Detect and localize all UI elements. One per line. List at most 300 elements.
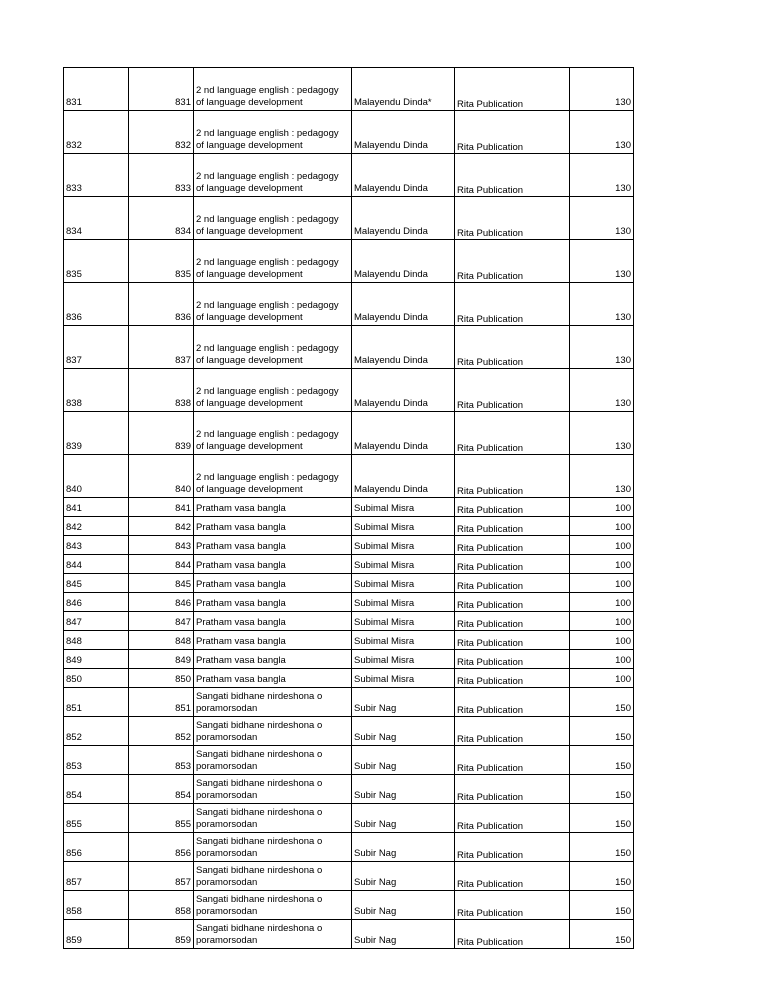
accession-number-cell bbox=[129, 536, 194, 555]
price-cell bbox=[570, 650, 634, 669]
price-text: 130 bbox=[615, 183, 631, 194]
price-text: 130 bbox=[615, 226, 631, 237]
accession-number-cell bbox=[129, 517, 194, 536]
price-text: 130 bbox=[615, 140, 631, 151]
accession-number-cell bbox=[129, 283, 194, 326]
publisher-text: Rita Publication bbox=[457, 543, 524, 554]
accession-number-cell bbox=[129, 455, 194, 498]
price-text: 130 bbox=[615, 398, 631, 409]
publisher-cell bbox=[455, 154, 570, 197]
accession-number-text: 835 bbox=[175, 269, 191, 280]
author-text: Malayendu Dinda bbox=[354, 441, 428, 452]
book-title-cell bbox=[194, 804, 352, 833]
serial-number-cell bbox=[64, 891, 129, 920]
table-row bbox=[64, 833, 634, 862]
book-title-text: Sangati bidhane nirdeshona o poramorsodan bbox=[196, 923, 323, 946]
serial-number-text: 835 bbox=[66, 269, 82, 280]
serial-number-text: 852 bbox=[66, 732, 82, 743]
author-text: Subimal Misra bbox=[354, 598, 415, 609]
book-title-text: Pratham vasa bangla bbox=[196, 522, 286, 533]
author-text: Malayendu Dinda bbox=[354, 484, 428, 495]
price-cell bbox=[570, 804, 634, 833]
table-row bbox=[64, 68, 634, 111]
table-row bbox=[64, 688, 634, 717]
serial-number-cell bbox=[64, 455, 129, 498]
book-title-cell bbox=[194, 283, 352, 326]
accession-number-text: 836 bbox=[175, 312, 191, 323]
book-title-text: 2 nd language english : pedagogy of language development bbox=[196, 128, 339, 151]
book-title-text: Pratham vasa bangla bbox=[196, 541, 286, 552]
accession-number-cell bbox=[129, 612, 194, 631]
publisher-text: Rita Publication bbox=[457, 638, 524, 649]
serial-number-cell bbox=[64, 593, 129, 612]
price-text: 100 bbox=[615, 503, 631, 514]
book-title-text: Pratham vasa bangla bbox=[196, 598, 286, 609]
accession-number-text: 855 bbox=[175, 819, 191, 830]
price-cell bbox=[570, 612, 634, 631]
publisher-text: Rita Publication bbox=[457, 357, 524, 368]
price-cell bbox=[570, 369, 634, 412]
table-row bbox=[64, 574, 634, 593]
book-title-cell bbox=[194, 517, 352, 536]
accession-number-cell bbox=[129, 688, 194, 717]
accession-number-text: 850 bbox=[175, 674, 191, 685]
book-title-text: Sangati bidhane nirdeshona o poramorsodan bbox=[196, 836, 323, 859]
author-cell bbox=[352, 746, 455, 775]
price-cell bbox=[570, 68, 634, 111]
table-row bbox=[64, 612, 634, 631]
book-title-text: 2 nd language english : pedagogy of language development bbox=[196, 429, 339, 452]
author-cell bbox=[352, 612, 455, 631]
accession-number-cell bbox=[129, 555, 194, 574]
serial-number-text: 839 bbox=[66, 441, 82, 452]
price-cell bbox=[570, 688, 634, 717]
table-row bbox=[64, 631, 634, 650]
serial-number-cell bbox=[64, 326, 129, 369]
price-text: 100 bbox=[615, 541, 631, 552]
price-text: 150 bbox=[615, 761, 631, 772]
book-title-cell bbox=[194, 536, 352, 555]
publisher-cell bbox=[455, 920, 570, 949]
author-text: Subimal Misra bbox=[354, 655, 415, 666]
accession-number-cell bbox=[129, 920, 194, 949]
accession-number-text: 832 bbox=[175, 140, 191, 151]
price-text: 100 bbox=[615, 617, 631, 628]
accession-number-text: 842 bbox=[175, 522, 191, 533]
author-text: Subir Nag bbox=[354, 703, 397, 714]
publisher-cell bbox=[455, 455, 570, 498]
book-title-text: Sangati bidhane nirdeshona o poramorsodan bbox=[196, 691, 323, 714]
price-cell bbox=[570, 833, 634, 862]
accession-number-cell bbox=[129, 498, 194, 517]
serial-number-text: 854 bbox=[66, 790, 82, 801]
author-text: Subir Nag bbox=[354, 935, 397, 946]
publisher-text: Rita Publication bbox=[457, 443, 524, 454]
accession-number-text: 848 bbox=[175, 636, 191, 647]
author-cell bbox=[352, 631, 455, 650]
price-text: 100 bbox=[615, 674, 631, 685]
accession-number-text: 841 bbox=[175, 503, 191, 514]
book-title-cell bbox=[194, 111, 352, 154]
price-text: 150 bbox=[615, 906, 631, 917]
book-title-text: Pratham vasa bangla bbox=[196, 655, 286, 666]
serial-number-cell bbox=[64, 862, 129, 891]
publisher-cell bbox=[455, 240, 570, 283]
publisher-text: Rita Publication bbox=[457, 705, 524, 716]
price-text: 100 bbox=[615, 579, 631, 590]
author-text: Subir Nag bbox=[354, 848, 397, 859]
price-cell bbox=[570, 240, 634, 283]
serial-number-text: 842 bbox=[66, 522, 82, 533]
price-text: 150 bbox=[615, 877, 631, 888]
serial-number-text: 838 bbox=[66, 398, 82, 409]
price-text: 150 bbox=[615, 703, 631, 714]
publisher-text: Rita Publication bbox=[457, 581, 524, 592]
serial-number-text: 840 bbox=[66, 484, 82, 495]
price-cell bbox=[570, 775, 634, 804]
publisher-cell bbox=[455, 593, 570, 612]
book-title-cell bbox=[194, 833, 352, 862]
serial-number-text: 853 bbox=[66, 761, 82, 772]
accession-number-text: 852 bbox=[175, 732, 191, 743]
author-cell bbox=[352, 326, 455, 369]
serial-number-cell bbox=[64, 154, 129, 197]
price-cell bbox=[570, 746, 634, 775]
author-text: Subir Nag bbox=[354, 732, 397, 743]
table-row bbox=[64, 154, 634, 197]
book-title-cell bbox=[194, 688, 352, 717]
accession-number-text: 834 bbox=[175, 226, 191, 237]
publisher-cell bbox=[455, 891, 570, 920]
accession-number-text: 858 bbox=[175, 906, 191, 917]
serial-number-text: 856 bbox=[66, 848, 82, 859]
accession-number-text: 851 bbox=[175, 703, 191, 714]
publisher-text: Rita Publication bbox=[457, 850, 524, 861]
accession-number-cell bbox=[129, 197, 194, 240]
table-row bbox=[64, 536, 634, 555]
accession-number-cell bbox=[129, 669, 194, 688]
publisher-text: Rita Publication bbox=[457, 524, 524, 535]
publisher-text: Rita Publication bbox=[457, 314, 524, 325]
accession-number-text: 843 bbox=[175, 541, 191, 552]
price-cell bbox=[570, 593, 634, 612]
price-text: 100 bbox=[615, 522, 631, 533]
price-text: 130 bbox=[615, 441, 631, 452]
serial-number-text: 849 bbox=[66, 655, 82, 666]
author-cell bbox=[352, 412, 455, 455]
publisher-cell bbox=[455, 631, 570, 650]
serial-number-cell bbox=[64, 717, 129, 746]
book-title-text: Sangati bidhane nirdeshona o poramorsodan bbox=[196, 807, 323, 830]
table-row bbox=[64, 111, 634, 154]
price-cell bbox=[570, 862, 634, 891]
book-title-cell bbox=[194, 612, 352, 631]
serial-number-text: 843 bbox=[66, 541, 82, 552]
author-text: Subimal Misra bbox=[354, 541, 415, 552]
publisher-cell bbox=[455, 283, 570, 326]
publisher-cell bbox=[455, 369, 570, 412]
author-text: Subir Nag bbox=[354, 790, 397, 801]
author-cell bbox=[352, 111, 455, 154]
book-title-cell bbox=[194, 574, 352, 593]
price-text: 130 bbox=[615, 97, 631, 108]
table-row bbox=[64, 650, 634, 669]
serial-number-cell bbox=[64, 412, 129, 455]
publisher-text: Rita Publication bbox=[457, 400, 524, 411]
author-cell bbox=[352, 920, 455, 949]
accession-number-cell bbox=[129, 68, 194, 111]
accession-number-cell bbox=[129, 631, 194, 650]
author-cell bbox=[352, 555, 455, 574]
serial-number-cell bbox=[64, 775, 129, 804]
book-title-cell bbox=[194, 746, 352, 775]
author-cell bbox=[352, 804, 455, 833]
author-text: Subir Nag bbox=[354, 906, 397, 917]
book-title-text: 2 nd language english : pedagogy of language development bbox=[196, 472, 339, 495]
price-text: 130 bbox=[615, 312, 631, 323]
price-text: 150 bbox=[615, 790, 631, 801]
serial-number-cell bbox=[64, 746, 129, 775]
author-cell bbox=[352, 369, 455, 412]
book-title-cell bbox=[194, 669, 352, 688]
price-text: 150 bbox=[615, 935, 631, 946]
accession-number-cell bbox=[129, 593, 194, 612]
accession-number-text: 839 bbox=[175, 441, 191, 452]
accession-number-text: 840 bbox=[175, 484, 191, 495]
price-cell bbox=[570, 197, 634, 240]
serial-number-text: 845 bbox=[66, 579, 82, 590]
publisher-text: Rita Publication bbox=[457, 185, 524, 196]
serial-number-cell bbox=[64, 498, 129, 517]
book-title-text: 2 nd language english : pedagogy of language development bbox=[196, 257, 339, 280]
accession-number-text: 844 bbox=[175, 560, 191, 571]
author-cell bbox=[352, 536, 455, 555]
publisher-text: Rita Publication bbox=[457, 142, 524, 153]
publisher-text: Rita Publication bbox=[457, 228, 524, 239]
accession-number-text: 833 bbox=[175, 183, 191, 194]
price-cell bbox=[570, 498, 634, 517]
author-cell bbox=[352, 775, 455, 804]
author-cell bbox=[352, 574, 455, 593]
publisher-cell bbox=[455, 412, 570, 455]
serial-number-text: 841 bbox=[66, 503, 82, 514]
publisher-text: Rita Publication bbox=[457, 657, 524, 668]
publisher-cell bbox=[455, 68, 570, 111]
table-row bbox=[64, 197, 634, 240]
book-title-cell bbox=[194, 412, 352, 455]
serial-number-text: 848 bbox=[66, 636, 82, 647]
accession-number-text: 831 bbox=[175, 97, 191, 108]
table-row bbox=[64, 669, 634, 688]
publisher-text: Rita Publication bbox=[457, 562, 524, 573]
author-cell bbox=[352, 240, 455, 283]
publisher-text: Rita Publication bbox=[457, 676, 524, 687]
price-text: 150 bbox=[615, 819, 631, 830]
accession-number-text: 849 bbox=[175, 655, 191, 666]
serial-number-text: 858 bbox=[66, 906, 82, 917]
price-text: 100 bbox=[615, 598, 631, 609]
book-title-text: Sangati bidhane nirdeshona o poramorsodan bbox=[196, 894, 323, 917]
table-row bbox=[64, 746, 634, 775]
serial-number-text: 831 bbox=[66, 97, 82, 108]
publisher-cell bbox=[455, 650, 570, 669]
table-row bbox=[64, 775, 634, 804]
serial-number-cell bbox=[64, 574, 129, 593]
publisher-text: Rita Publication bbox=[457, 908, 524, 919]
serial-number-cell bbox=[64, 631, 129, 650]
publisher-cell bbox=[455, 197, 570, 240]
publisher-cell bbox=[455, 862, 570, 891]
book-title-cell bbox=[194, 498, 352, 517]
book-title-text: Pratham vasa bangla bbox=[196, 560, 286, 571]
table-row bbox=[64, 517, 634, 536]
serial-number-cell bbox=[64, 197, 129, 240]
serial-number-text: 851 bbox=[66, 703, 82, 714]
table-row bbox=[64, 593, 634, 612]
publisher-cell bbox=[455, 498, 570, 517]
author-cell bbox=[352, 498, 455, 517]
publisher-text: Rita Publication bbox=[457, 486, 524, 497]
accession-number-cell bbox=[129, 574, 194, 593]
book-title-cell bbox=[194, 862, 352, 891]
accession-number-text: 837 bbox=[175, 355, 191, 366]
book-title-text: Pratham vasa bangla bbox=[196, 636, 286, 647]
price-text: 130 bbox=[615, 269, 631, 280]
publisher-cell bbox=[455, 536, 570, 555]
book-register-sheet bbox=[63, 67, 633, 949]
book-register-rows bbox=[64, 68, 634, 949]
price-text: 150 bbox=[615, 732, 631, 743]
author-text: Malayendu Dinda bbox=[354, 183, 428, 194]
table-row bbox=[64, 455, 634, 498]
author-text: Subimal Misra bbox=[354, 674, 415, 685]
book-title-text: Sangati bidhane nirdeshona o poramorsodan bbox=[196, 720, 323, 743]
publisher-cell bbox=[455, 746, 570, 775]
book-title-cell bbox=[194, 775, 352, 804]
accession-number-cell bbox=[129, 717, 194, 746]
serial-number-text: 847 bbox=[66, 617, 82, 628]
author-cell bbox=[352, 650, 455, 669]
publisher-cell bbox=[455, 775, 570, 804]
author-text: Subimal Misra bbox=[354, 522, 415, 533]
price-cell bbox=[570, 574, 634, 593]
book-title-text: Sangati bidhane nirdeshona o poramorsodan bbox=[196, 749, 323, 772]
author-text: Malayendu Dinda bbox=[354, 140, 428, 151]
price-cell bbox=[570, 154, 634, 197]
accession-number-cell bbox=[129, 891, 194, 920]
author-text: Subir Nag bbox=[354, 819, 397, 830]
publisher-cell bbox=[455, 717, 570, 746]
serial-number-text: 834 bbox=[66, 226, 82, 237]
table-row bbox=[64, 891, 634, 920]
price-text: 130 bbox=[615, 484, 631, 495]
price-cell bbox=[570, 669, 634, 688]
author-text: Malayendu Dinda bbox=[354, 355, 428, 366]
author-text: Malayendu Dinda bbox=[354, 226, 428, 237]
author-cell bbox=[352, 283, 455, 326]
book-title-text: Sangati bidhane nirdeshona o poramorsodan bbox=[196, 865, 323, 888]
author-text: Subimal Misra bbox=[354, 560, 415, 571]
publisher-text: Rita Publication bbox=[457, 619, 524, 630]
serial-number-cell bbox=[64, 650, 129, 669]
author-text: Subimal Misra bbox=[354, 617, 415, 628]
serial-number-cell bbox=[64, 283, 129, 326]
book-title-text: Pratham vasa bangla bbox=[196, 579, 286, 590]
book-title-cell bbox=[194, 369, 352, 412]
accession-number-cell bbox=[129, 154, 194, 197]
accession-number-cell bbox=[129, 326, 194, 369]
book-title-text: Pratham vasa bangla bbox=[196, 617, 286, 628]
accession-number-cell bbox=[129, 111, 194, 154]
publisher-cell bbox=[455, 833, 570, 862]
accession-number-cell bbox=[129, 746, 194, 775]
accession-number-text: 838 bbox=[175, 398, 191, 409]
book-title-cell bbox=[194, 891, 352, 920]
serial-number-cell bbox=[64, 111, 129, 154]
accession-number-cell bbox=[129, 369, 194, 412]
author-text: Subir Nag bbox=[354, 761, 397, 772]
book-title-cell bbox=[194, 717, 352, 746]
serial-number-text: 859 bbox=[66, 935, 82, 946]
accession-number-text: 857 bbox=[175, 877, 191, 888]
publisher-text: Rita Publication bbox=[457, 792, 524, 803]
price-text: 100 bbox=[615, 636, 631, 647]
table-row bbox=[64, 498, 634, 517]
publisher-text: Rita Publication bbox=[457, 734, 524, 745]
serial-number-text: 844 bbox=[66, 560, 82, 571]
price-cell bbox=[570, 920, 634, 949]
price-cell bbox=[570, 283, 634, 326]
author-cell bbox=[352, 154, 455, 197]
book-title-text: 2 nd language english : pedagogy of language development bbox=[196, 214, 339, 237]
serial-number-cell bbox=[64, 555, 129, 574]
publisher-cell bbox=[455, 804, 570, 833]
price-cell bbox=[570, 555, 634, 574]
book-title-text: Pratham vasa bangla bbox=[196, 674, 286, 685]
table-row bbox=[64, 717, 634, 746]
book-title-text: 2 nd language english : pedagogy of language development bbox=[196, 300, 339, 323]
price-text: 100 bbox=[615, 560, 631, 571]
serial-number-cell bbox=[64, 920, 129, 949]
serial-number-text: 832 bbox=[66, 140, 82, 151]
accession-number-text: 856 bbox=[175, 848, 191, 859]
accession-number-cell bbox=[129, 862, 194, 891]
table-row bbox=[64, 555, 634, 574]
price-cell bbox=[570, 326, 634, 369]
publisher-cell bbox=[455, 669, 570, 688]
price-cell bbox=[570, 455, 634, 498]
book-title-cell bbox=[194, 154, 352, 197]
author-cell bbox=[352, 833, 455, 862]
publisher-text: Rita Publication bbox=[457, 763, 524, 774]
book-title-cell bbox=[194, 650, 352, 669]
book-title-cell bbox=[194, 240, 352, 283]
book-register-table bbox=[63, 67, 634, 949]
table-row bbox=[64, 326, 634, 369]
publisher-text: Rita Publication bbox=[457, 879, 524, 890]
table-row bbox=[64, 240, 634, 283]
accession-number-text: 847 bbox=[175, 617, 191, 628]
serial-number-cell bbox=[64, 669, 129, 688]
accession-number-cell bbox=[129, 412, 194, 455]
table-row bbox=[64, 412, 634, 455]
author-text: Malayendu Dinda* bbox=[354, 97, 432, 108]
book-title-text: Sangati bidhane nirdeshona o poramorsodan bbox=[196, 778, 323, 801]
serial-number-cell bbox=[64, 688, 129, 717]
book-title-cell bbox=[194, 197, 352, 240]
price-text: 150 bbox=[615, 848, 631, 859]
price-cell bbox=[570, 412, 634, 455]
